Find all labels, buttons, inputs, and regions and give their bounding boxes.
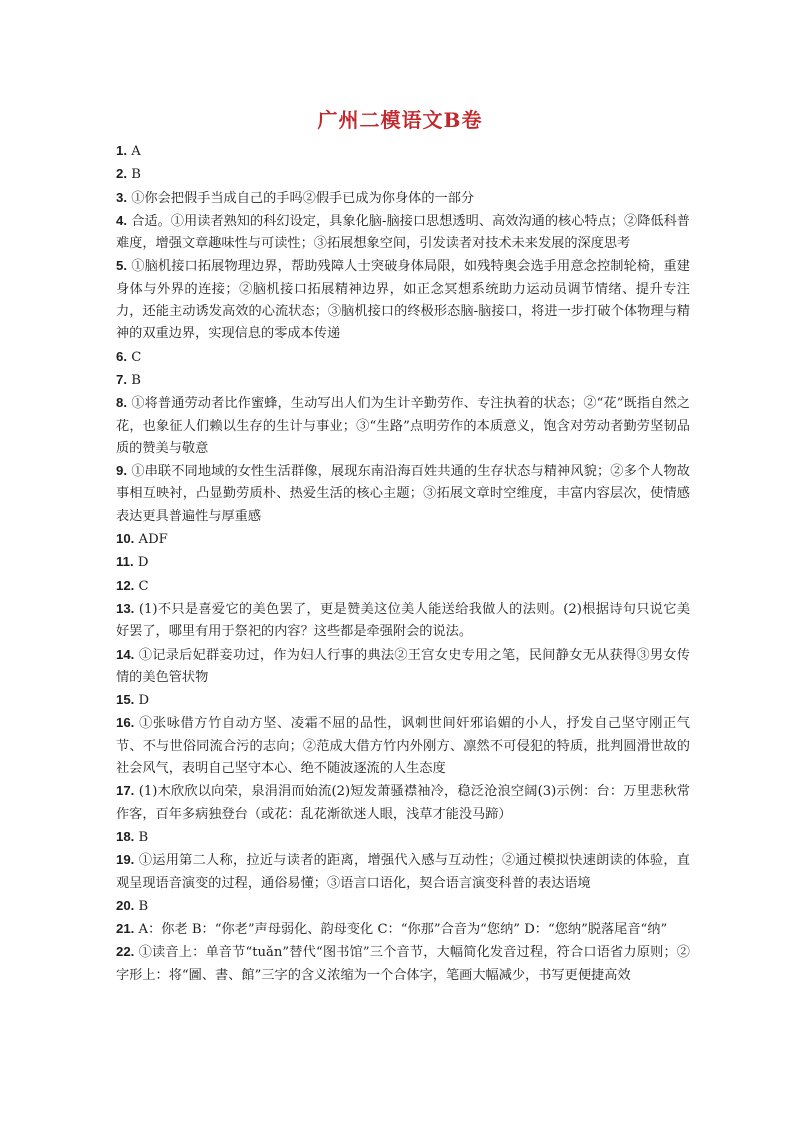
answer-item xyxy=(116,369,690,392)
answer-number: 14. xyxy=(116,646,135,662)
answer-item xyxy=(116,780,690,826)
answer-text: A xyxy=(131,144,141,159)
answer-text: B xyxy=(131,372,141,388)
answer-number: 8. xyxy=(116,395,127,411)
answer-item xyxy=(116,895,690,918)
answer-text: B xyxy=(131,167,141,183)
answer-text: ①脑机接口拓展物理边界，帮助残障人士突破身体局限，如残特奥会选手用意念控制轮椅，重建身体与外界的连接；②脑机接口拓展精神边界，如正念冥想系统助力运动员调节情绪、提升专注力，还能主动诱发高效的心流状态；③脑机接口的终极形态脑-脑接口，将进一步打破个体物理与精神的双重边界，实现信息的零成本传递 xyxy=(116,259,690,342)
answer-text: ①串联不同地域的女性生活群像，展现东南沿海百姓共通的生存状态与精神风貌；②多个人物故事相互映衬，凸显勤劳质朴、热爱生活的核心主题；③拓展文章时空维度，丰富内容层次，使情感表达更具普遍性与厚重感 xyxy=(116,464,690,524)
answer-item xyxy=(116,163,690,186)
answer-number: 10. xyxy=(116,531,135,547)
answer-item xyxy=(116,187,690,210)
answer-text: C xyxy=(131,349,142,365)
answer-number: 18. xyxy=(116,828,135,844)
answer-list xyxy=(116,140,690,987)
answer-number: 6. xyxy=(116,348,127,364)
answer-item xyxy=(116,460,690,528)
answer-number: 1. xyxy=(116,143,127,158)
answer-item xyxy=(116,140,690,163)
answer-text: ①将普通劳动者比作蜜蜂，生动写出人们为生计辛勤劳作、专注执着的状态；②“花”既指自然之花，也象征人们赖以生存的生计与事业；③“生路”点明劳作的本质意义，饱含对劳动者勤劳坚韧品质的赞美与敬意 xyxy=(116,396,690,456)
answer-text: A：你老 B：“你老”声母弱化、韵母变化 C：“你那”合音为“您纳” D：“您纳”脱落尾音“纳” xyxy=(138,922,668,938)
answer-text: ①读音上：单音节“tuǎn”替代“图书馆”三个音节，大幅简化发音过程，符合口语省力原则；②字形上：将“圖、書、館”三字的含义浓缩为一个合体字，笔画大幅减少，书写更便捷高效 xyxy=(116,945,690,983)
answer-text: 合适。①用读者熟知的科幻设定，具象化脑-脑接口思想透明、高效沟通的核心特点；②降低科普难度，增强文章趣味性与可读性；③拓展想象空间，引发读者对技术未来发展的深度思考 xyxy=(116,213,690,252)
answer-text: B xyxy=(138,829,149,845)
answer-item xyxy=(116,551,690,574)
answer-item xyxy=(116,689,690,712)
answer-number: 11. xyxy=(116,554,134,570)
answer-number: 13. xyxy=(116,600,135,616)
answer-number: 2. xyxy=(116,166,127,182)
answer-item xyxy=(116,826,690,849)
answer-item xyxy=(116,941,690,987)
answer-number: 17. xyxy=(116,783,135,799)
answer-number: 5. xyxy=(116,258,127,274)
answer-text: (1)不只是喜爱它的美色罢了，更是赞美这位美人能送给我做人的法则。(2)根据诗句只说它美好罢了，哪里有用于祭祀的内容？这些都是牵强附会的说法。 xyxy=(116,601,691,640)
page-title: 广州二模语文B卷 xyxy=(317,108,483,132)
answer-text: ①运用第二人称，拉近与读者的距离，增强代入感与互动性；②通过模拟快速朗读的体验，直观呈现语音演变的过程，通俗易懂；③语言口语化，契合语言演变科普的表达语境 xyxy=(116,853,690,891)
answer-number: 9. xyxy=(116,463,127,479)
answer-number: 20. xyxy=(116,897,135,913)
answer-text: D xyxy=(137,555,149,571)
answer-item xyxy=(116,575,690,598)
answer-text: ①张咏借方竹自动方坚、凌霜不屈的品性，讽刺世间奸邪谄媚的小人，抒发自己坚守刚正气节、不与世俗同流合污的志向；②范成大借方竹内外刚方、凛然不可侵犯的特质，批判圆滑世故的社会风气，表明自己坚守本心、绝不随波逐流的人生态度 xyxy=(116,716,690,777)
answer-number: 15. xyxy=(116,692,135,708)
answer-number: 3. xyxy=(116,189,127,205)
answer-text: C xyxy=(138,578,149,594)
answer-text: B xyxy=(138,898,149,914)
answer-number: 7. xyxy=(116,371,127,387)
answer-text: ADF xyxy=(138,532,168,548)
answer-item xyxy=(116,210,690,256)
answer-item xyxy=(116,644,690,690)
answer-item xyxy=(116,849,690,895)
answer-item xyxy=(116,255,690,345)
answer-text: ①你会把假手当成自己的手吗②假手已成为你身体的一部分 xyxy=(131,190,475,206)
answer-number: 16. xyxy=(116,715,135,731)
answer-item xyxy=(116,598,690,644)
answer-item xyxy=(116,392,690,460)
answer-text: ①记录后妃群妾功过，作为妇人行事的典法②王宫女史专用之笔，民间静女无从获得③男女传情的美色管状物 xyxy=(116,647,690,685)
answer-item xyxy=(116,528,690,551)
answer-number: 19. xyxy=(116,852,135,868)
answer-item xyxy=(116,918,690,941)
answer-number: 21. xyxy=(116,921,135,937)
answer-text: D xyxy=(138,693,150,709)
answer-number: 12. xyxy=(116,577,135,593)
answer-item xyxy=(116,346,690,369)
answer-item xyxy=(116,712,690,780)
answer-number: 22. xyxy=(116,944,135,960)
answer-text: (1)木欣欣以向荣，泉涓涓而始流(2)短发萧骚襟袖冷，稳泛沧浪空阔(3)示例：台：万里悲秋常作客，百年多病独登台（或花：乱花渐欲迷人眼，浅草才能没马蹄） xyxy=(116,784,690,822)
answer-number: 4. xyxy=(116,212,127,228)
